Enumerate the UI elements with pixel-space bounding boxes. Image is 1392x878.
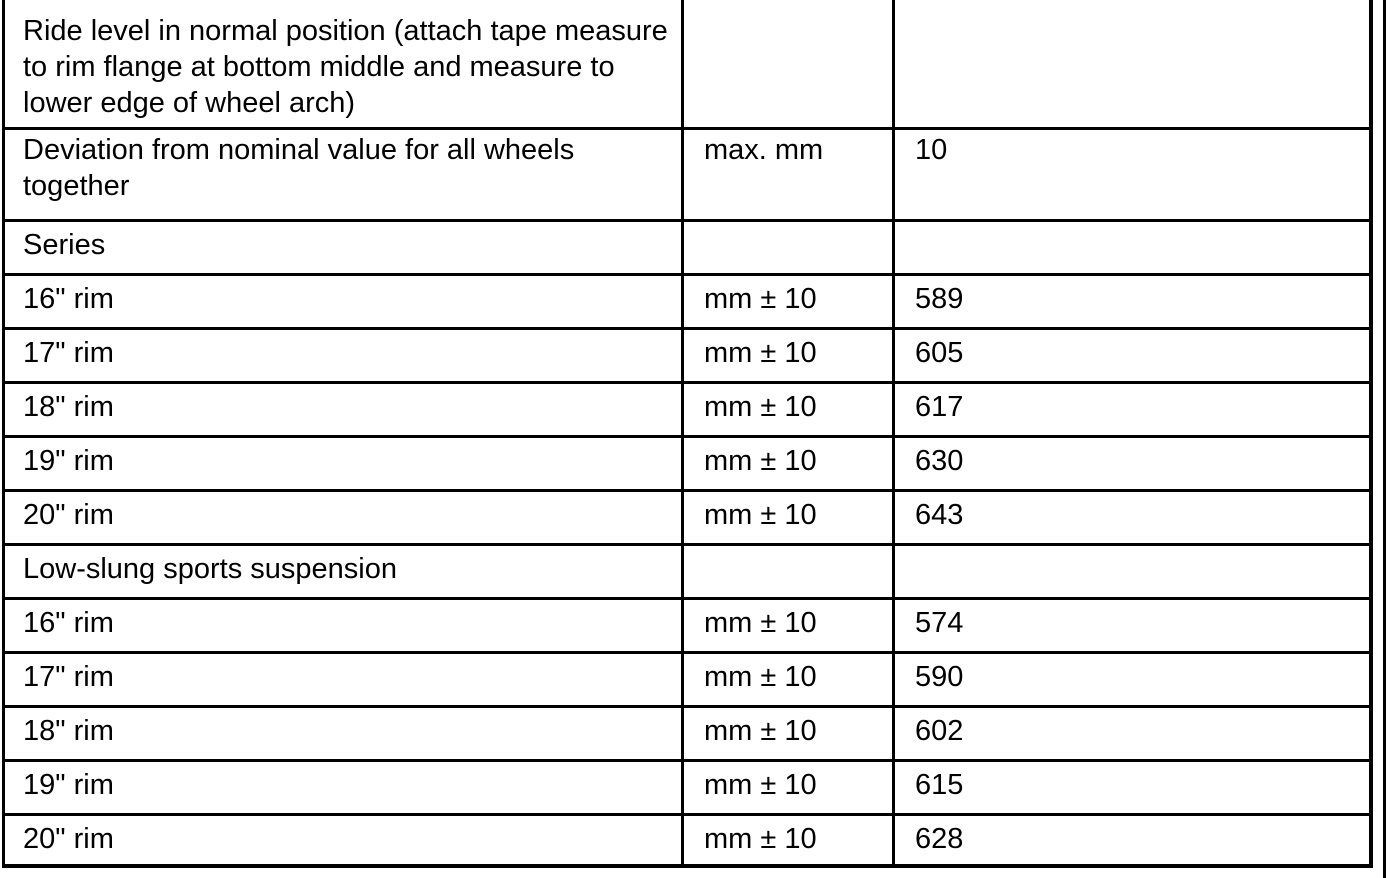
row-value: 605	[894, 328, 1371, 382]
row-value	[894, 0, 1371, 128]
table-row	[4, 220, 1371, 274]
row-value: 10	[894, 128, 1371, 220]
row-label: 16" rim	[4, 598, 683, 652]
row-unit: mm ± 10	[683, 760, 894, 814]
row-label: 18" rim	[4, 706, 683, 760]
row-label: Deviation from nominal value for all wheels together	[4, 128, 683, 220]
section-heading-sports-suspension: Low-slung sports suspension	[4, 544, 683, 598]
row-unit: mm ± 10	[683, 382, 894, 436]
row-unit: mm ± 10	[683, 598, 894, 652]
row-value: 589	[894, 274, 1371, 328]
table-row	[4, 544, 1371, 598]
row-unit: mm ± 10	[683, 814, 894, 866]
table-row	[4, 436, 1371, 490]
page-edge-rule	[1383, 0, 1386, 878]
table-row	[4, 760, 1371, 814]
row-value	[894, 220, 1371, 274]
table-row	[4, 382, 1371, 436]
ride-level-spec-table	[2, 0, 1373, 868]
row-value	[894, 544, 1371, 598]
row-label: 18" rim	[4, 382, 683, 436]
row-label: Ride level in normal position (attach tape measure to rim flange at bottom middle and measure to lower edge of wheel arch)	[4, 0, 683, 128]
table-row	[4, 0, 1371, 128]
section-heading-series: Series	[4, 220, 683, 274]
row-unit: max. mm	[683, 128, 894, 220]
row-unit	[683, 0, 894, 128]
row-unit: mm ± 10	[683, 706, 894, 760]
table-row	[4, 328, 1371, 382]
row-label: 17" rim	[4, 652, 683, 706]
row-label: 19" rim	[4, 436, 683, 490]
row-value: 643	[894, 490, 1371, 544]
row-unit	[683, 544, 894, 598]
row-unit: mm ± 10	[683, 274, 894, 328]
table-row	[4, 128, 1371, 220]
row-value: 615	[894, 760, 1371, 814]
row-value: 590	[894, 652, 1371, 706]
row-unit	[683, 220, 894, 274]
row-unit: mm ± 10	[683, 436, 894, 490]
row-value: 630	[894, 436, 1371, 490]
table-row	[4, 598, 1371, 652]
row-label: 20" rim	[4, 490, 683, 544]
table-row	[4, 274, 1371, 328]
row-unit: mm ± 10	[683, 490, 894, 544]
table-row	[4, 706, 1371, 760]
row-label: 19" rim	[4, 760, 683, 814]
row-value: 574	[894, 598, 1371, 652]
table-row	[4, 652, 1371, 706]
row-value: 628	[894, 814, 1371, 866]
row-value: 602	[894, 706, 1371, 760]
row-label: 17" rim	[4, 328, 683, 382]
row-unit: mm ± 10	[683, 652, 894, 706]
row-label: 20" rim	[4, 814, 683, 866]
row-unit: mm ± 10	[683, 328, 894, 382]
row-value: 617	[894, 382, 1371, 436]
table-row	[4, 490, 1371, 544]
table-row	[4, 814, 1371, 866]
row-label: 16" rim	[4, 274, 683, 328]
